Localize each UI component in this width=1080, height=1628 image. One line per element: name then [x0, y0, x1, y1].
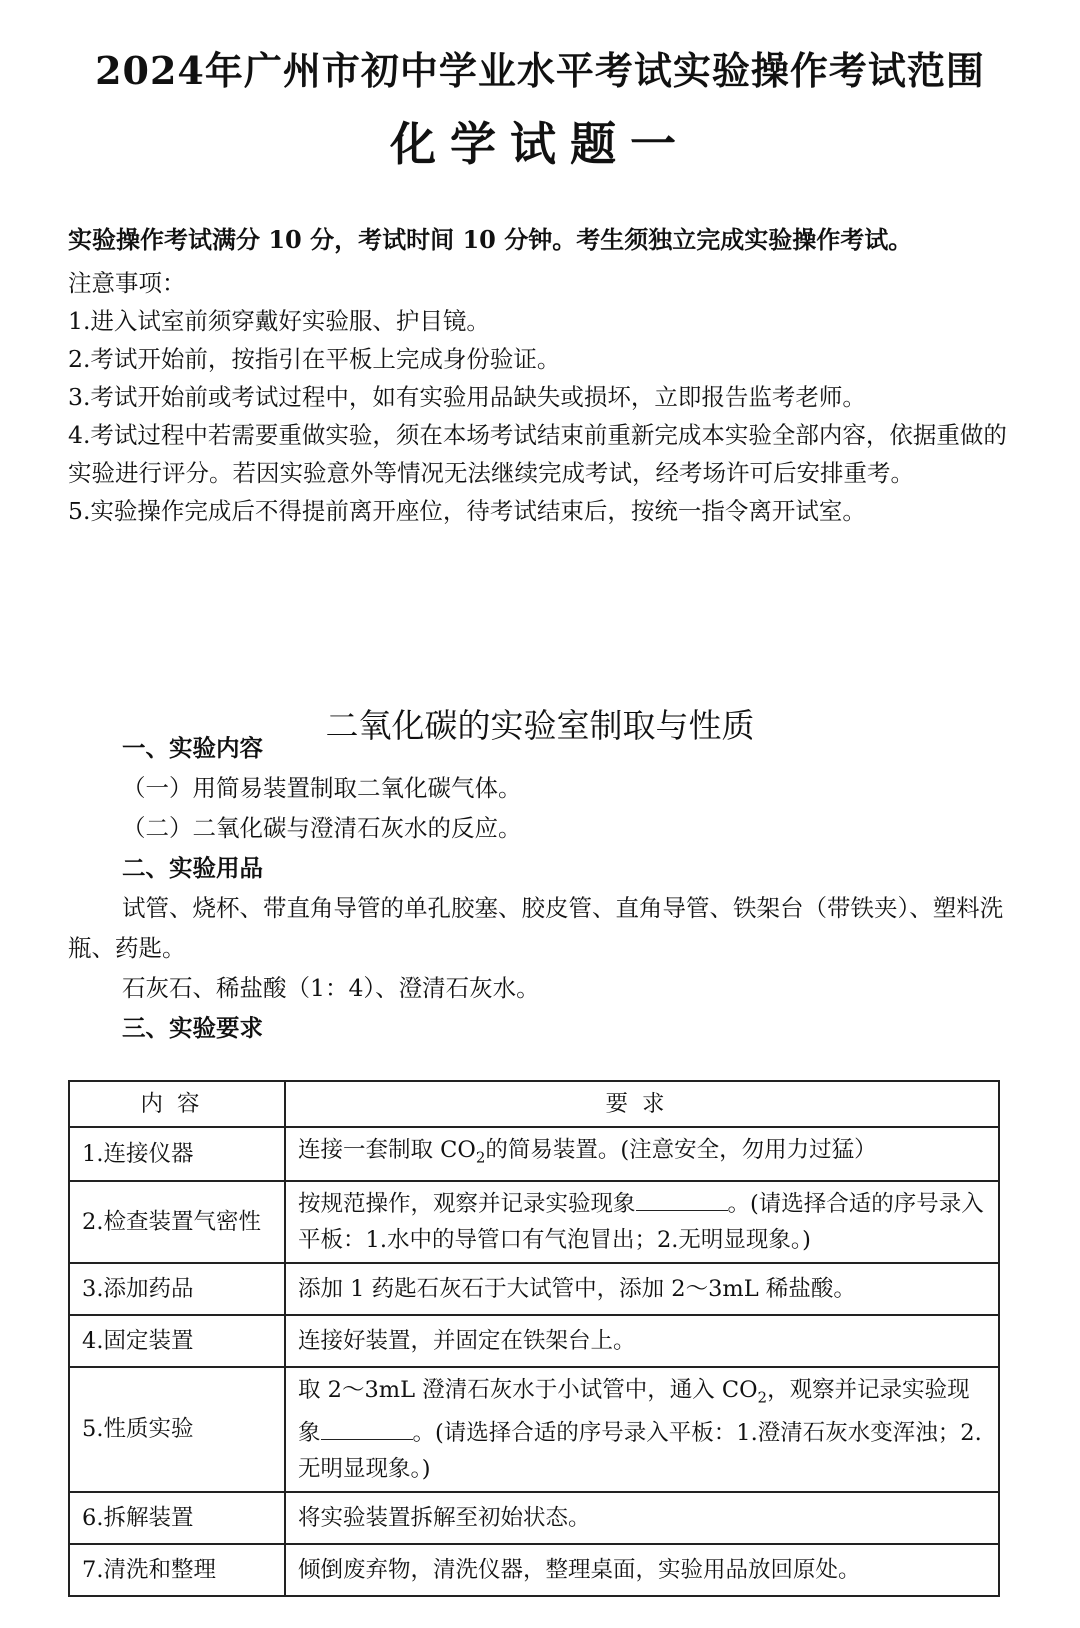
notice-item: 2.考试开始前，按指引在平板上完成身份验证。	[68, 345, 561, 373]
notices-heading: 注意事项：	[68, 269, 186, 297]
row-requirement: 按规范操作，观察并记录实验现象 。(请选择合适的序号录入平板：1.水中的导管口有气泡冒出；2.无明显现象。)	[285, 1181, 999, 1263]
row-item: 3.添加药品	[69, 1263, 285, 1315]
row-item: 2.检查装置气密性	[69, 1181, 285, 1263]
supplies-heading: 二、实验用品	[122, 854, 263, 882]
equipment-list: 试管、烧杯、带直角导管的单孔胶塞、胶皮管、直角导管、铁架台（带铁夹）、塑料洗瓶、药匙。	[68, 894, 1004, 962]
exam-intro: 实验操作考试满分 10 分，考试时间 10 分钟。考生须独立完成实验操作考试。	[68, 225, 913, 254]
row-item: 6.拆解装置	[69, 1492, 285, 1544]
row-item: 7.清洗和整理	[69, 1544, 285, 1596]
experiment-title: 二氧化碳的实验室制取与性质	[325, 706, 755, 745]
row-requirement: 添加 1 药匙石灰石于大试管中，添加 2～3mL 稀盐酸。	[285, 1263, 999, 1315]
reagent-list: 石灰石、稀盐酸（1：4）、澄清石灰水。	[122, 974, 540, 1002]
content-heading: 一、实验内容	[122, 734, 263, 762]
requirements-table	[68, 1080, 1000, 1597]
experiment-content-section	[68, 728, 1018, 1048]
notice-item: 5.实验操作完成后不得提前离开座位，待考试结束后，按统一指令离开试室。	[68, 497, 866, 525]
table-row	[69, 1315, 999, 1367]
table-row	[69, 1127, 999, 1181]
row-item: 1.连接仪器	[69, 1127, 285, 1181]
requirements-heading: 三、实验要求	[122, 1014, 263, 1042]
notice-item: 3.考试开始前或考试过程中，如有实验用品缺失或损坏，立即报告监考老师。	[68, 383, 866, 411]
answer-blank	[636, 1188, 728, 1211]
row-requirement: 连接好装置，并固定在铁架台上。	[285, 1315, 999, 1367]
table-row	[69, 1181, 999, 1263]
column-header-content: 内容	[69, 1081, 285, 1127]
content-item: （二）二氧化碳与澄清石灰水的反应。	[122, 814, 522, 842]
row-requirement: 连接一套制取 $CO_2$的简易装置。(注意安全，勿用力过猛）	[285, 1127, 999, 1181]
row-requirement: 取 2～3mL 澄清石灰水于小试管中，通入 $CO_2$，观察并记录实验现象 。(请选择合适的序号录入平板：1.澄清石灰水变浑浊；2.无明显现象。)	[285, 1367, 999, 1493]
row-requirement: 将实验装置拆解至初始状态。	[285, 1492, 999, 1544]
table-row	[69, 1544, 999, 1596]
notice-item: 4.考试过程中若需要重做实验，须在本场考试结束前重新完成本实验全部内容，依据重做的实验进行评分。若因实验意外等情况无法继续完成考试，经考场许可后安排重考。	[68, 421, 1007, 487]
table-row	[69, 1367, 999, 1493]
row-item: 5.性质实验	[69, 1367, 285, 1493]
answer-blank	[321, 1417, 413, 1440]
row-requirement: 倾倒废弃物，清洗仪器，整理桌面，实验用品放回原处。	[285, 1544, 999, 1596]
document-title: 2024年广州市初中学业水平考试实验操作考试范围	[95, 48, 985, 93]
table-row	[69, 1263, 999, 1315]
column-header-requirement: 要求	[285, 1081, 999, 1127]
document-subtitle: 化学试题一	[390, 117, 690, 171]
table-row	[69, 1492, 999, 1544]
row-item: 4.固定装置	[69, 1315, 285, 1367]
notices	[68, 264, 1018, 530]
table-header-row	[69, 1081, 999, 1127]
notice-item: 1.进入试室前须穿戴好实验服、护目镜。	[68, 307, 490, 335]
content-item: （一）用简易装置制取二氧化碳气体。	[122, 774, 522, 802]
